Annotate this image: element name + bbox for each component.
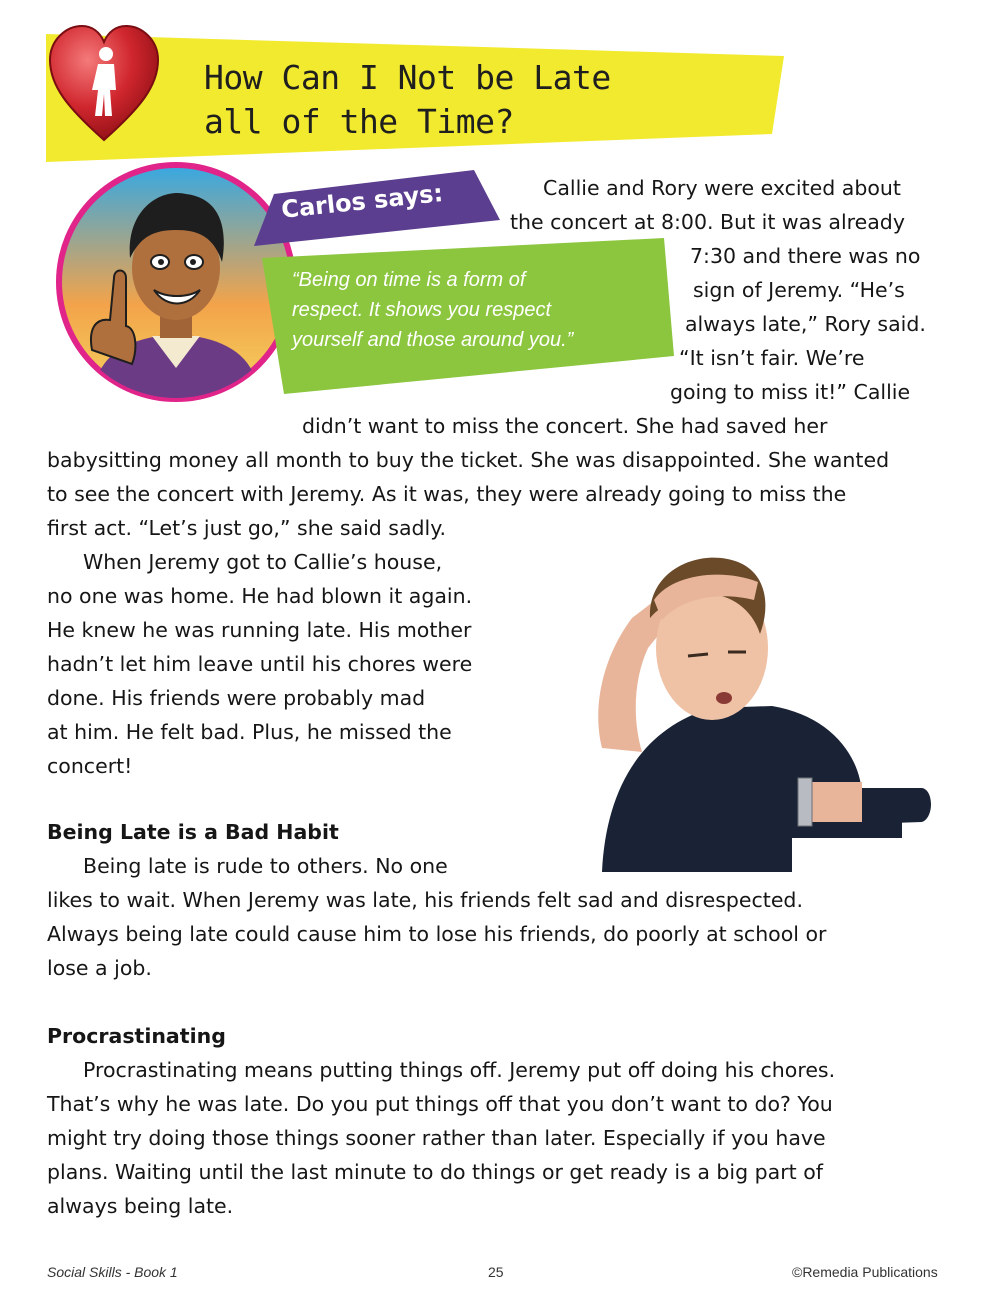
section-line: Procrastinating means putting things off. Jeremy put off doing his chores. [83, 1058, 836, 1082]
story-line: Callie and Rory were excited about [543, 176, 901, 200]
story-line: sign of Jeremy. “He’s [693, 278, 905, 302]
story-line: 7:30 and there was no [690, 244, 921, 268]
footer-page-number: 25 [488, 1264, 504, 1280]
quote-line: respect. It shows you respect [292, 299, 552, 321]
section-line: likes to wait. When Jeremy was late, his friends felt sad and disrespected. [47, 888, 803, 912]
section-heading-bad-habit: Being Late is a Bad Habit [47, 820, 339, 844]
section-line: might try doing those things sooner rather than later. Especially if you have [47, 1126, 826, 1150]
heart-walking-person-icon [48, 24, 160, 144]
story-line: to see the concert with Jeremy. As it was, they were already going to miss the [47, 482, 847, 506]
carlos-says-label: Carlos says: [280, 179, 445, 224]
footer-publisher: ©Remedia Publications [792, 1264, 938, 1280]
story-line: concert! [47, 754, 133, 778]
title-line-2: all of the Time? [204, 102, 514, 141]
man-checking-watch-photo [562, 538, 936, 872]
story-line: going to miss it!” Callie [670, 380, 911, 404]
story-line: done. His friends were probably mad [47, 686, 426, 710]
story-line: He knew he was running late. His mother [47, 618, 472, 642]
page-title [204, 56, 764, 144]
section-line: plans. Waiting until the last minute to do things or get ready is a big part of [47, 1160, 823, 1184]
section-line: always being late. [47, 1194, 234, 1218]
section-line: lose a job. [47, 956, 152, 980]
story-line: first act. “Let’s just go,” she said sadly. [47, 516, 446, 540]
title-line-1: How Can I Not be Late [204, 58, 611, 97]
story-line: babysitting money all month to buy the ticket. She was disappointed. She wanted [47, 448, 890, 472]
story-line: hadn’t let him leave until his chores were [47, 652, 473, 676]
story-line: didn’t want to miss the concert. She had saved her [302, 414, 828, 438]
story-line: “It isn’t fair. We’re [679, 346, 865, 370]
footer-book-title: Social Skills - Book 1 [47, 1264, 178, 1280]
quote-line: yourself and those around you.” [292, 329, 574, 351]
story-line: no one was home. He had blown it again. [47, 584, 473, 608]
section-line: Always being late could cause him to lose his friends, do poorly at school or [47, 922, 827, 946]
section-line: Being late is rude to others. No one [83, 854, 448, 878]
section-heading-procrastinating: Procrastinating [47, 1024, 226, 1048]
story-line: the concert at 8:00. But it was already [510, 210, 905, 234]
story-line: at him. He felt bad. Plus, he missed the [47, 720, 452, 744]
section-line: That’s why he was late. Do you put things off that you don’t want to do? You [47, 1092, 833, 1116]
story-line: always late,” Rory said. [685, 312, 926, 336]
quote-line: “Being on time is a form of [292, 269, 526, 291]
carlos-quote [292, 265, 642, 355]
story-line: When Jeremy got to Callie’s house, [83, 550, 443, 574]
